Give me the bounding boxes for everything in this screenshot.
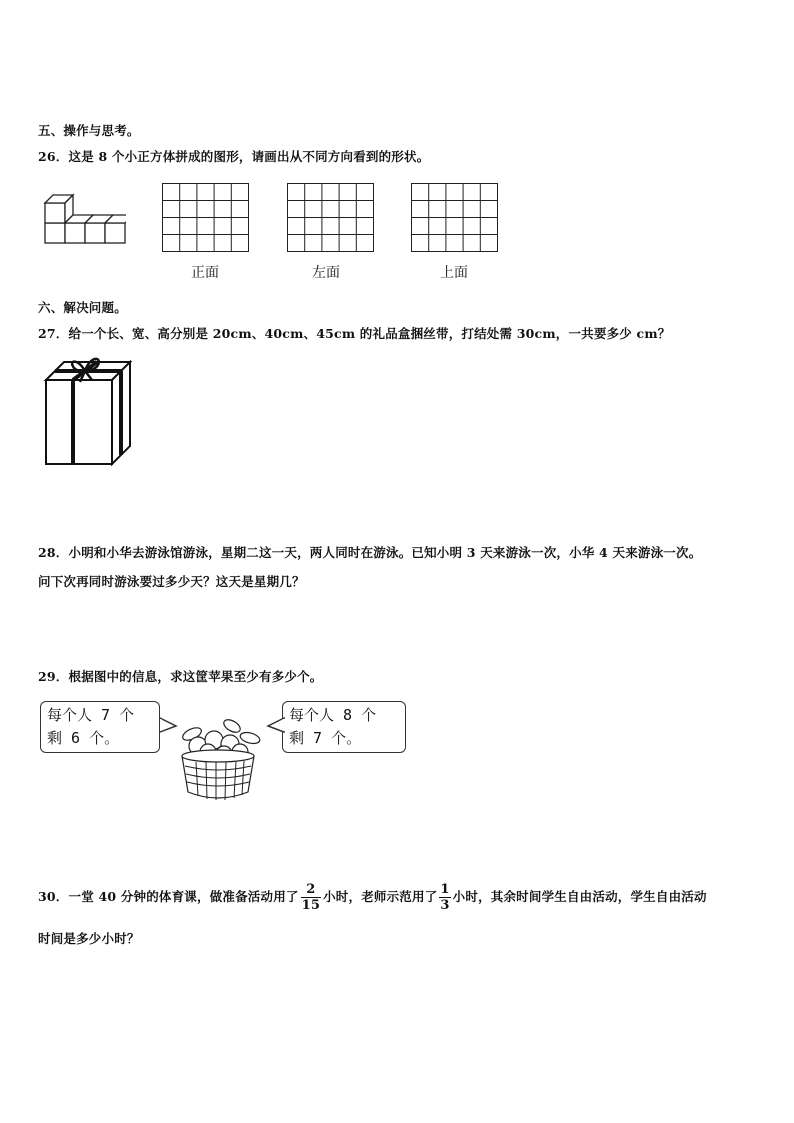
question-30-line1 xyxy=(38,878,707,916)
speech-bubble-right xyxy=(282,701,406,753)
fraction-1-3 xyxy=(439,882,450,913)
fraction-1-numerator: 2 xyxy=(301,882,322,898)
bubble-right-line1: 每个人 8 个 xyxy=(289,706,377,724)
question-30-line2: 时间是多少小时？ xyxy=(38,931,140,946)
fraction-2-15 xyxy=(301,882,322,913)
gift-box-figure xyxy=(40,350,136,470)
bubble-right-tail xyxy=(265,716,285,736)
fraction-2-numerator: 1 xyxy=(440,882,450,897)
question-30-part2: 小时，老师示范用了 xyxy=(323,889,438,904)
section-title-6: 六、解决问题。 xyxy=(38,300,127,315)
question-26-text: 26．这是 8 个小正方体拼成的图形，请画出从不同方向看到的形状。 xyxy=(38,149,430,164)
question-28-line2: 问下次再同时游泳要过多少天？这天是星期几？ xyxy=(38,574,305,589)
bubble-right-line2: 剩 7 个。 xyxy=(289,729,362,747)
view-label-top: 上面 xyxy=(440,265,468,281)
bubble-left-line1: 每个人 7 个 xyxy=(47,706,135,724)
cube-figure xyxy=(40,185,126,247)
question-30-part3: 小时，其余时间学生自由活动，学生自由活动 xyxy=(452,889,707,904)
question-29-text: 29．根据图中的信息，求这筐苹果至少有多少个。 xyxy=(38,669,323,684)
speech-bubble-left xyxy=(40,701,160,753)
view-label-front: 正面 xyxy=(191,265,219,281)
apple-basket-figure xyxy=(168,712,268,804)
question-30-part1: 30．一堂 40 分钟的体育课，做准备活动用了 xyxy=(38,889,299,904)
section-title-5: 五、操作与思考。 xyxy=(38,123,140,138)
fraction-2-denominator: 3 xyxy=(440,898,450,913)
grid-top[interactable] xyxy=(411,183,501,255)
question-28-line1: 28．小明和小华去游泳馆游泳，星期二这一天，两人同时在游泳。已知小明 3 天来游泳一次，小华 4 天来游泳一次。 xyxy=(38,545,702,560)
bubble-left-line2: 剩 6 个。 xyxy=(47,729,120,747)
question-27-text: 27．给一个长、宽、高分别是 20cm、40cm、45cm 的礼品盒捆丝带，打结处需 30cm，一共要多少 cm？ xyxy=(38,326,671,341)
fraction-1-denominator: 15 xyxy=(301,898,321,913)
grid-front[interactable] xyxy=(162,183,252,255)
grid-left[interactable] xyxy=(287,183,377,255)
view-label-left: 左面 xyxy=(312,265,340,281)
